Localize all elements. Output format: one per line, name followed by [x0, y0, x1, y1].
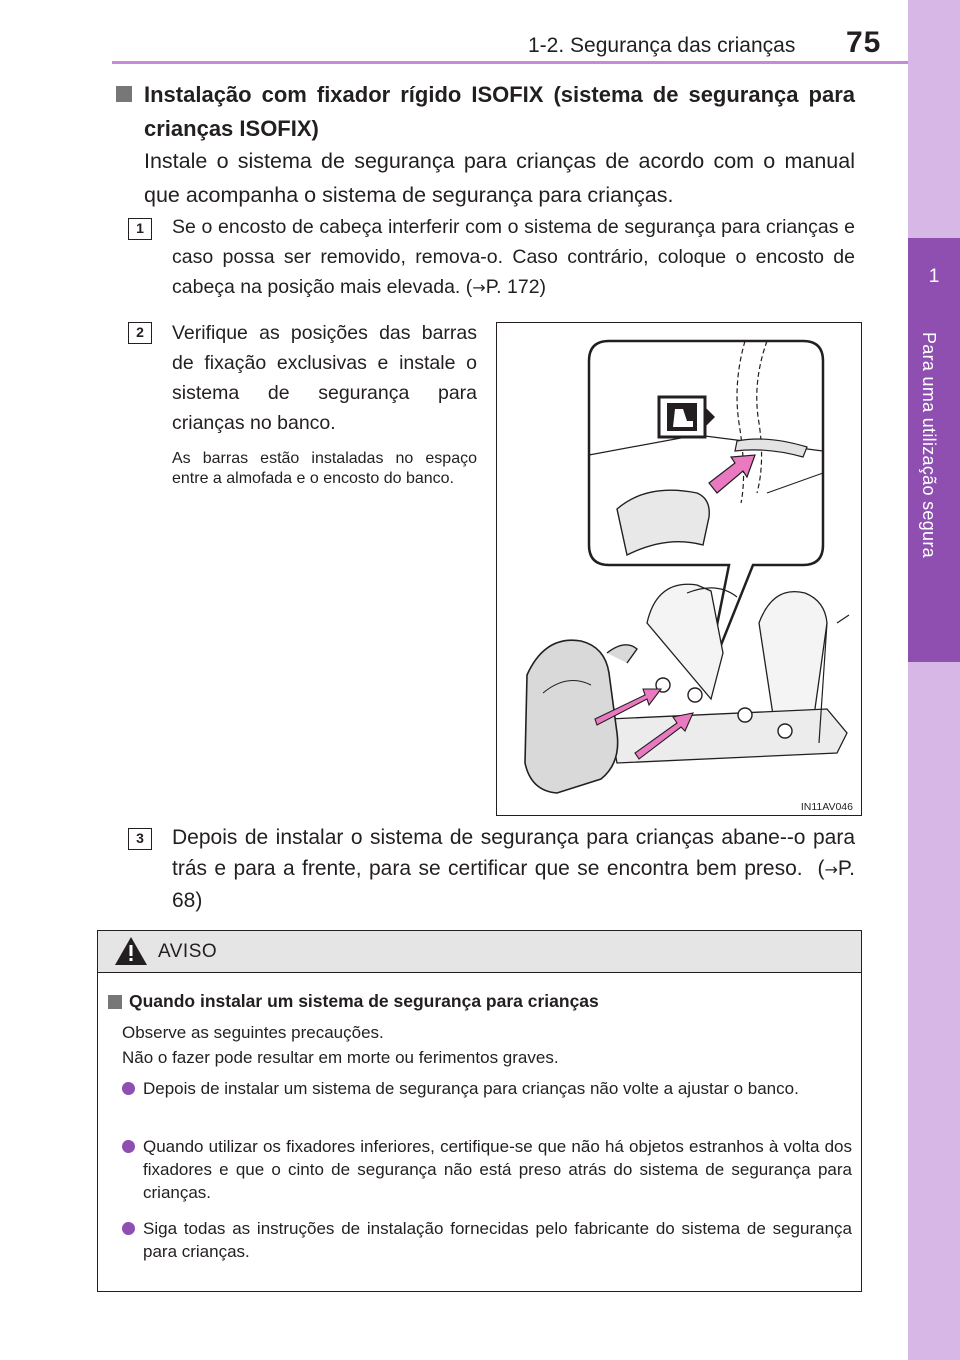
- step-1-body: Se o encosto de cabeça interferir com o sistema de segurança para crianças e caso possa ser removido, remova-o. Caso contrário, coloque o encosto de cabeça na posição mais elevada.: [172, 216, 855, 298]
- bullet-dot-icon: [122, 1140, 135, 1153]
- ref-arrow-icon: →: [472, 278, 486, 297]
- warning-box: [97, 930, 862, 1292]
- bullet-dot-icon: [122, 1082, 135, 1095]
- step-2-number: 2: [128, 322, 152, 344]
- intro-paragraph: Instale o sistema de segurança para crianças de acordo com o manual que acompanha o sistema de segurança para crianças.: [144, 149, 855, 207]
- warning-intro-2: Não o fazer pode resultar em morte ou ferimentos graves.: [122, 1048, 559, 1067]
- isofix-illustration: [496, 322, 862, 816]
- chapter-label: Para uma utilização segura: [919, 332, 939, 558]
- heading-square-icon: [116, 86, 132, 102]
- warning-bullet-text: Siga todas as instruções de instalação fornecidas pelo fabricante do sistema de segurança para crianças.: [143, 1219, 852, 1261]
- step-2-text: Verifique as posições das barras de fixação exclusivas e instale o sistema de segurança para crianças no banco.: [172, 322, 477, 434]
- step-3-ref[interactable]: P. 68): [172, 857, 855, 912]
- step-3-text: Depois de instalar o sistema de segurança para crianças abane--o para trás e para a frente, para se certificar que se encontra bem preso. (→P. 68): [172, 826, 855, 912]
- chapter-number: 1: [928, 266, 940, 287]
- isofix-diagram: [497, 323, 860, 814]
- side-strip: [908, 0, 960, 1360]
- step-2-note: As barras estão instaladas no espaço entre a almofada e o encosto do banco.: [172, 450, 477, 487]
- warning-triangle-icon: [114, 935, 148, 967]
- step-3-number: 3: [128, 828, 152, 850]
- step-1-number: 1: [128, 218, 152, 240]
- warning-bullet-text: Quando utilizar os fixadores inferiores, certifique-se que não há objetos estranhos à volta dos fixadores e que o cinto de segurança não está preso atrás do sistema de segurança para crianças.: [143, 1137, 852, 1202]
- ref-arrow-icon: →: [824, 860, 838, 879]
- header-rule: [112, 61, 908, 64]
- step-3-body: Depois de instalar o sistema de segurança para crianças abane--o para trás e para a frente, para se certificar que se encontra bem preso.: [172, 826, 855, 880]
- warning-bullet-text: Depois de instalar um sistema de segurança para crianças não volte a ajustar o banco.: [143, 1079, 799, 1098]
- warning-header: [98, 931, 861, 973]
- warning-title: AVISO: [158, 941, 218, 962]
- step-1-text: Se o encosto de cabeça interferir com o sistema de segurança para crianças e caso possa ser removido, remova-o. Caso contrário, coloque o encosto de cabeça na posição mais elevada. (→P. 172): [172, 216, 855, 298]
- section-heading: Instalação com fixador rígido ISOFIX (sistema de segurança para crianças ISOFIX): [144, 82, 855, 141]
- bullet-dot-icon: [122, 1222, 135, 1235]
- step-1-ref[interactable]: P. 172): [485, 276, 547, 298]
- page-number: 75: [846, 26, 882, 59]
- warning-intro-1: Observe as seguintes precauções.: [122, 1023, 384, 1042]
- warning-square-icon: [108, 995, 122, 1009]
- warning-subheading: Quando instalar um sistema de segurança para crianças: [129, 991, 599, 1011]
- rear-seat-back-right: [759, 592, 827, 723]
- figure-code: IN11AV046: [800, 801, 853, 813]
- section-title: 1-2. Segurança das crianças: [528, 34, 796, 57]
